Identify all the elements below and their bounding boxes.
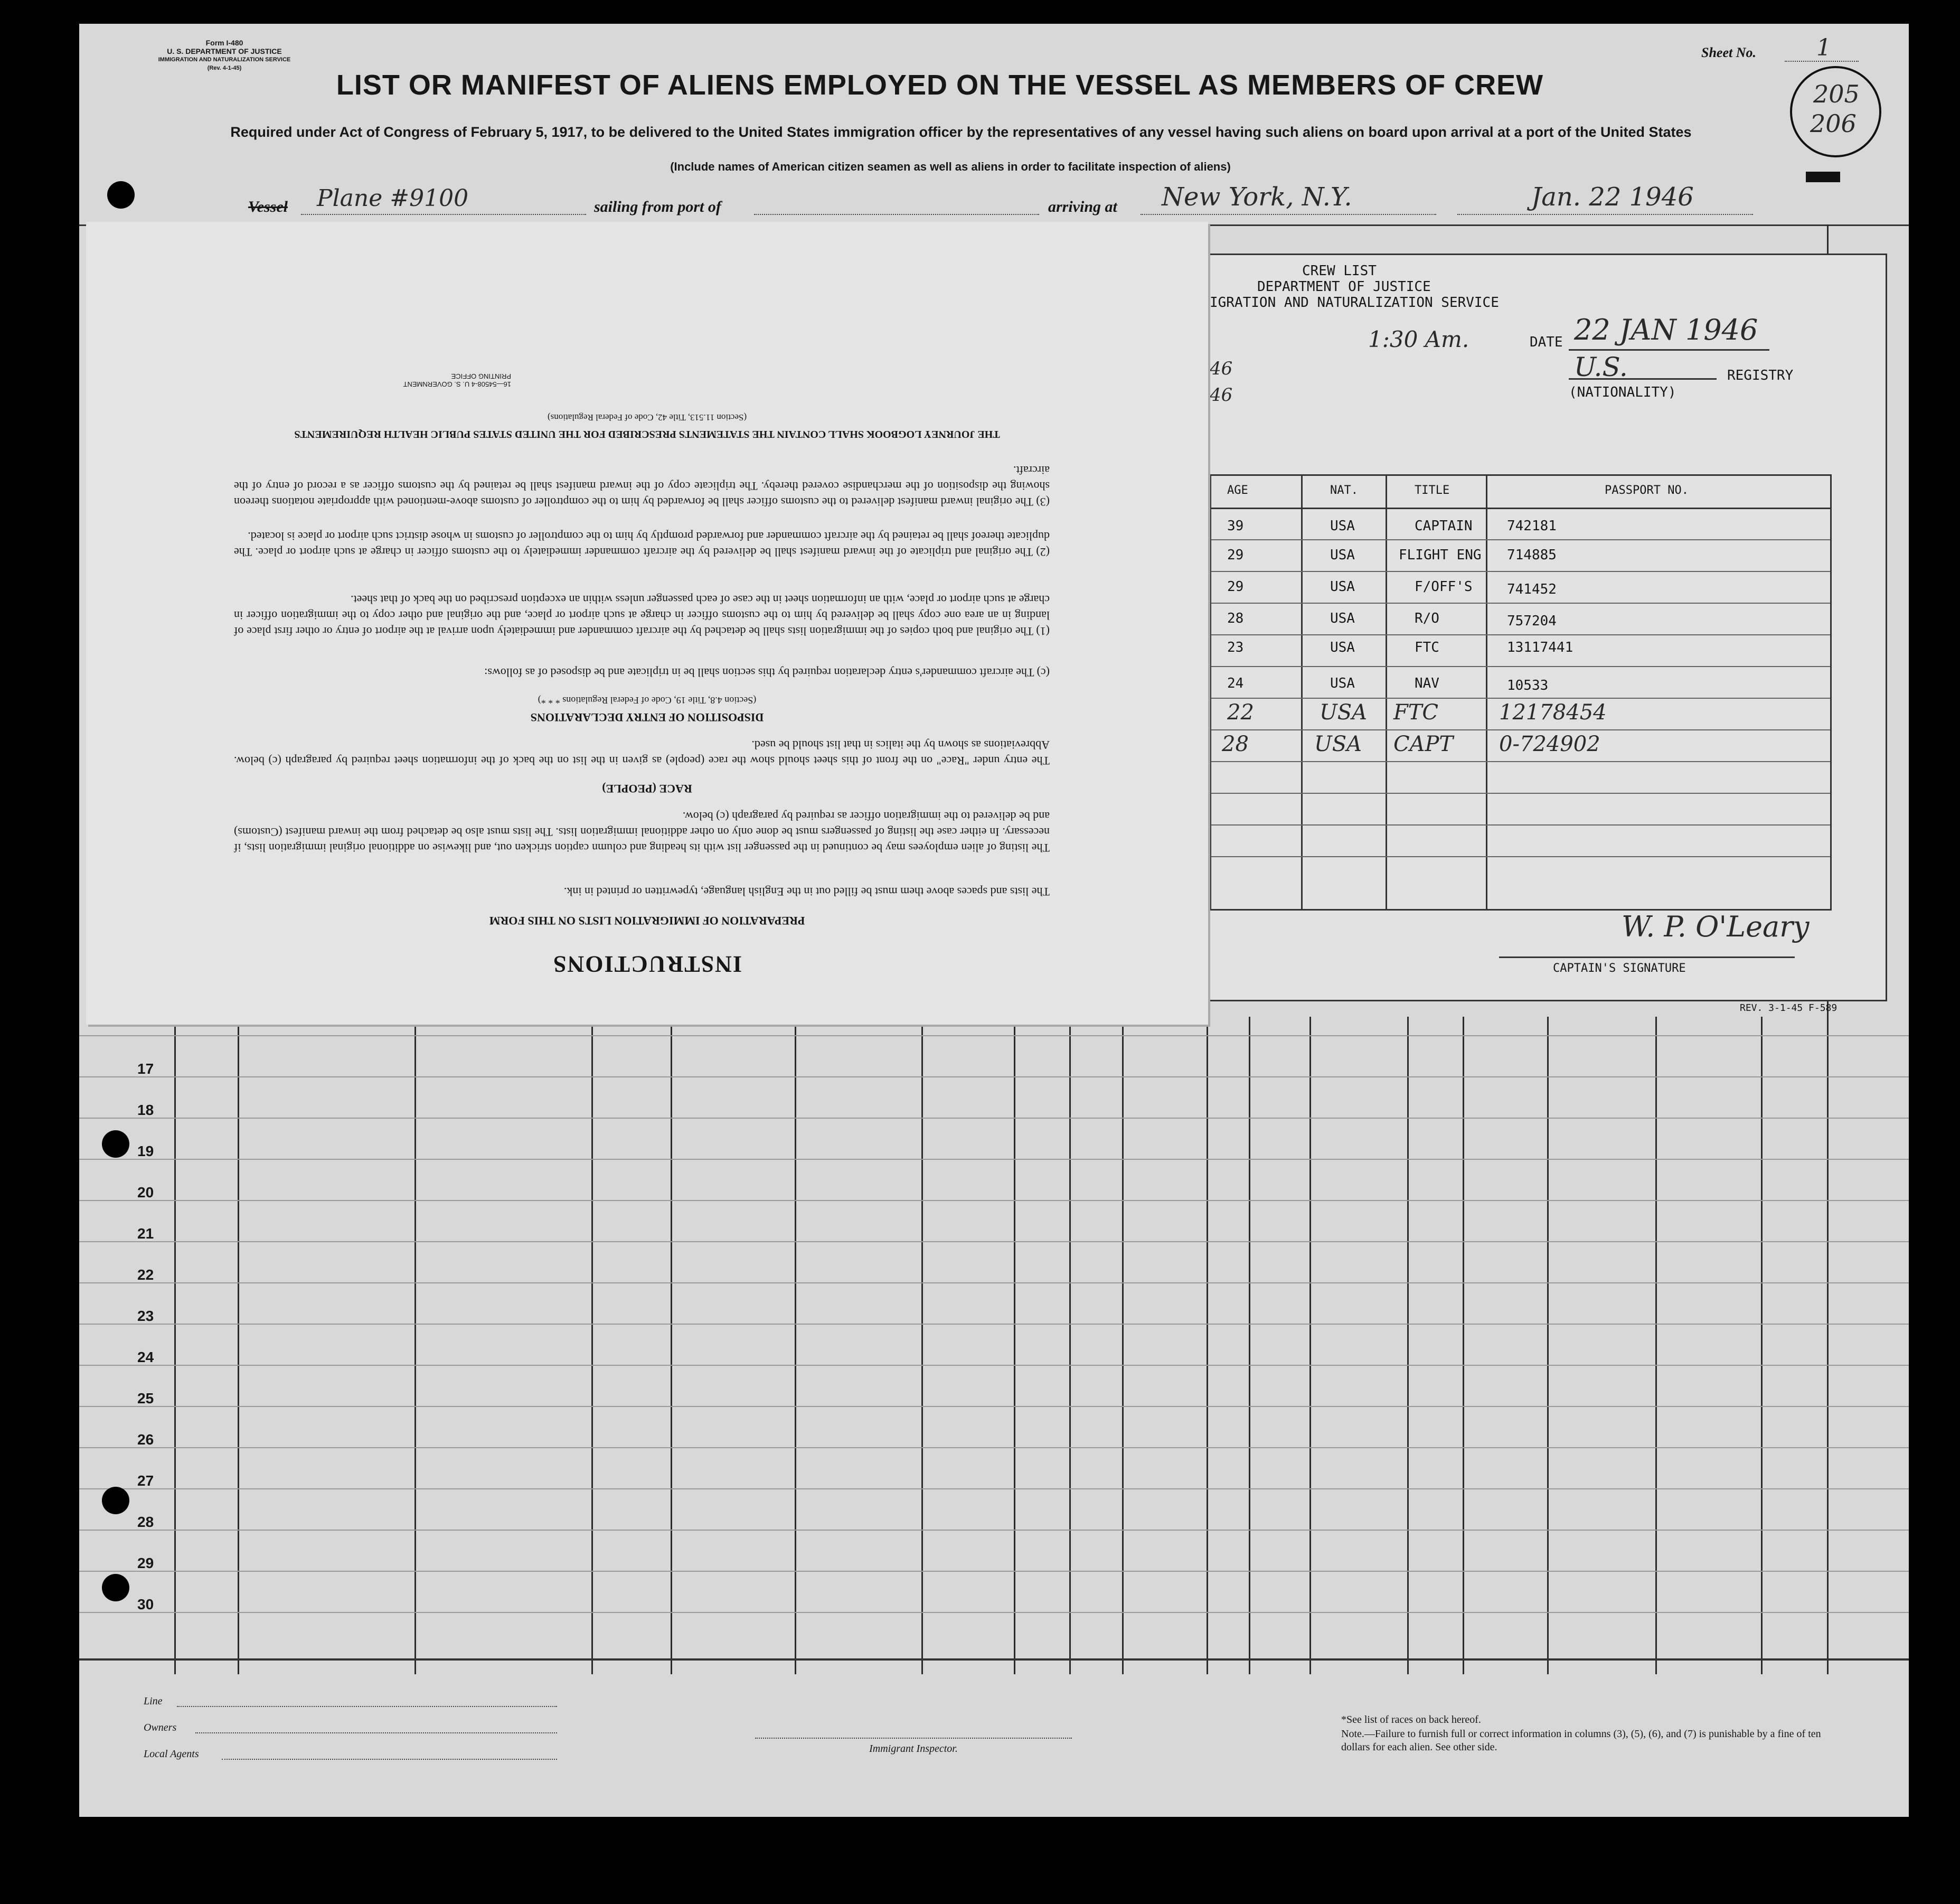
registry-label: REGISTRY xyxy=(1727,368,1794,383)
crew-row: 39 USA CAPTAIN 742181 xyxy=(1211,508,1830,540)
crew-row: 29 USA F/OFF'S 741452 xyxy=(1211,571,1830,604)
row-number-column xyxy=(137,1048,253,1625)
row-number: 19 xyxy=(137,1143,154,1159)
form-revision: (Rev. 4-1-45) xyxy=(207,65,242,71)
crew-row: 24 USA NAV 10533 xyxy=(1211,666,1830,699)
disposition-3: (3) The original inward manifest delivered to the customs officer shall be forwarded by him to the comptroller of customs above-mentioned with appropriate notations thereon showing the disposition of the merchandise covered thereby. The triplicate copy of the inward manifest shall be retained by the customs officer as a record of entry of the aircraft. xyxy=(234,464,1050,509)
crew-row: 28 USA CAPT 0-724902 xyxy=(1211,729,1830,762)
punch-hole xyxy=(102,1487,129,1514)
left-mark: 46 xyxy=(1210,358,1233,379)
instructions-overlay xyxy=(86,222,1208,1025)
sheet-number-label: Sheet No. xyxy=(1701,45,1756,60)
form-number: Form I-480 xyxy=(205,39,243,47)
line-label: Line xyxy=(144,1695,163,1707)
signature-line xyxy=(1499,956,1795,958)
nationality-value: U.S. xyxy=(1574,352,1628,382)
stamp-number-2: 206 xyxy=(1810,109,1857,138)
row-number: 18 xyxy=(137,1102,154,1118)
crew-list-revision: REV. 3-1-45 F-589 xyxy=(1740,1002,1838,1014)
health-heading: THE JOURNEY LOGBOOK SHALL CONTAIN THE STATEMENTS PRESCRIBED FOR THE UNITED STATES PUBLIC HEALTH REQUIREMENTS xyxy=(294,428,1000,440)
stamp-number-1: 205 xyxy=(1813,80,1860,108)
disposition-2: (2) The original and triplicate of the inward manifest shall be delivered by the aircraft commander immediately to the customs officer in charge at such airport or place. The duplicate thereof shall be retained by the aircraft commander and forwarded promptly by him to the comptroller of customs in whose district such airport or place is located. xyxy=(234,530,1050,559)
race-heading: RACE (PEOPLE) xyxy=(602,782,692,795)
date-value: Jan. 22 1946 xyxy=(1531,182,1694,212)
health-reference: (Section 11.513, Title 42, Code of Federal Regulations) xyxy=(547,412,747,423)
date-label: DATE xyxy=(1530,334,1563,350)
agents-label: Local Agents xyxy=(144,1748,199,1760)
disposition-c: (c) The aircraft commander's entry declaration required by this section shall be in triplicate and be disposed of as follows: xyxy=(484,666,1050,679)
prep-paragraph-2: The listing of alien employees may be continued in the passenger list with its heading and column caption stricken out, and likewise on additional original immigration lists, if necessary. In either case the listing of passengers must be done only on other additional immigration lists. The lists must also be detached from the inward manifest (Customs) and be delivered to the immigration officer as required by paragraph (c) below. xyxy=(234,810,1050,855)
row-number: 24 xyxy=(137,1349,154,1365)
arriving-value: New York, N.Y. xyxy=(1162,182,1352,212)
punch-hole xyxy=(102,1130,129,1158)
races-note: *See list of races on back hereof. xyxy=(1341,1714,1481,1725)
crew-list-service: IGRATION AND NATURALIZATION SERVICE xyxy=(1210,295,1499,311)
date-line xyxy=(1569,349,1769,351)
crew-list-title: CREW LIST xyxy=(1302,263,1377,279)
vessel-label: Vessel xyxy=(248,198,288,215)
stamp-circle xyxy=(1790,66,1881,157)
printing-office: 16—54508-4 U. S. GOVERNMENT PRINTING OFFICE xyxy=(403,372,511,388)
sailing-line xyxy=(754,214,1039,215)
punch-hole xyxy=(102,1574,129,1601)
row-number: 21 xyxy=(137,1225,154,1242)
left-mark: 46 xyxy=(1210,384,1233,406)
form-service: IMMIGRATION AND NATURALIZATION SERVICE xyxy=(158,57,291,63)
race-paragraph: The entry under "Race" on the front of this sheet should show the race (people) as given in the list on the back of the information sheet required by paragraph (c) below. Abbreviations as shown by the italics in that list should be used. xyxy=(234,738,1050,767)
header-nat: NAT. xyxy=(1330,484,1358,497)
vessel-line xyxy=(301,214,586,215)
form-id-block xyxy=(140,39,309,72)
inspector-line xyxy=(755,1738,1072,1739)
page-title: LIST OR MANIFEST OF ALIENS EMPLOYED ON THE VESSEL AS MEMBERS OF CREW xyxy=(336,69,1544,101)
date-line xyxy=(1457,214,1753,215)
row-number: 17 xyxy=(137,1061,154,1077)
punch-hole xyxy=(107,181,135,209)
crew-row: 22 USA FTC 12178454 xyxy=(1211,698,1830,730)
arriving-line xyxy=(1141,214,1436,215)
crew-table-header xyxy=(1211,476,1830,509)
crew-row: 29 USA FLIGHT ENG 714885 xyxy=(1211,539,1830,572)
instructions-title: INSTRUCTIONS xyxy=(552,951,742,977)
page-note: (Include names of American citizen seamen as well as aliens in order to facilitate inspection of aliens) xyxy=(670,160,1231,173)
row-number: 28 xyxy=(137,1514,154,1530)
header-age: AGE xyxy=(1227,484,1248,497)
arrival-time: 1:30 Am. xyxy=(1368,326,1469,352)
disposition-reference: (Section 4.8, Title 19, Code of Federal Regulations * * *) xyxy=(538,695,757,706)
disposition-heading: DISPOSITION OF ENTRY DECLARATIONS xyxy=(530,711,764,724)
inspector-label: Immigrant Inspector. xyxy=(869,1743,958,1755)
row-number: 23 xyxy=(137,1308,154,1324)
crew-row: 23 USA FTC 13117441 xyxy=(1211,634,1830,667)
row-number: 22 xyxy=(137,1267,154,1283)
captain-signature: W. P. O'Leary xyxy=(1622,910,1810,943)
header-title: TITLE xyxy=(1415,484,1450,497)
line-field xyxy=(177,1706,557,1707)
disposition-1: (1) The original and both copies of the immigration lists shall be detached by the aircraft commander and immediately upon arrival at the airport of entry or other first place of landing in an area one copy shall be delivered by him to the customs officer in charge at such airport or place, and the original and other copy to the immigration officer in charge at such airport or place, with an information sheet in the case of each passenger unless within an exception prescribed on the back of that sheet. xyxy=(234,593,1050,638)
nationality-label: (NATIONALITY) xyxy=(1569,384,1676,400)
table-bottom-rule xyxy=(79,1658,1909,1661)
page-subtitle: Required under Act of Congress of February 5, 1917, to be delivered to the United States immigration officer by the representatives of any vessel having such aliens on board upon arrival at a port of the United States xyxy=(230,124,1692,140)
row-number: 26 xyxy=(137,1431,154,1448)
owners-field xyxy=(195,1732,557,1733)
row-number: 25 xyxy=(137,1390,154,1406)
arriving-label: arriving at xyxy=(1048,198,1117,215)
agents-field xyxy=(222,1759,557,1760)
sheet-number-value: 1 xyxy=(1816,34,1831,61)
owners-label: Owners xyxy=(144,1722,177,1733)
crew-row: 28 USA R/O 757204 xyxy=(1211,603,1830,635)
header-passport: PASSPORT NO. xyxy=(1605,484,1689,497)
form-department: U. S. DEPARTMENT OF JUSTICE xyxy=(167,47,282,55)
row-number: 20 xyxy=(137,1184,154,1200)
signature-label: CAPTAIN'S SIGNATURE xyxy=(1553,962,1686,975)
crew-table xyxy=(1210,474,1832,911)
nationality-line xyxy=(1569,378,1717,380)
row-number: 27 xyxy=(137,1472,154,1489)
sailing-label: sailing from port of xyxy=(594,198,721,215)
row-number: 29 xyxy=(137,1555,154,1571)
prep-heading: PREPARATION OF IMMIGRATION LISTS ON THIS FORM xyxy=(489,914,805,927)
row-number: 30 xyxy=(137,1596,154,1612)
crew-list-department: DEPARTMENT OF JUSTICE xyxy=(1257,279,1431,295)
prep-paragraph-1: The lists and spaces above them must be filled out in the English language, typewritten or printed in ink. xyxy=(563,885,1050,898)
ink-blot xyxy=(1806,172,1840,182)
footer-note: Note.—Failure to furnish full or correct information in columns (3), (5), (6), and (7) is punishable by a fine of ten dollars for each alien. See other side. xyxy=(1341,1728,1821,1753)
crew-date-value: 22 JAN 1946 xyxy=(1574,313,1758,346)
vessel-value: Plane #9100 xyxy=(317,185,469,212)
